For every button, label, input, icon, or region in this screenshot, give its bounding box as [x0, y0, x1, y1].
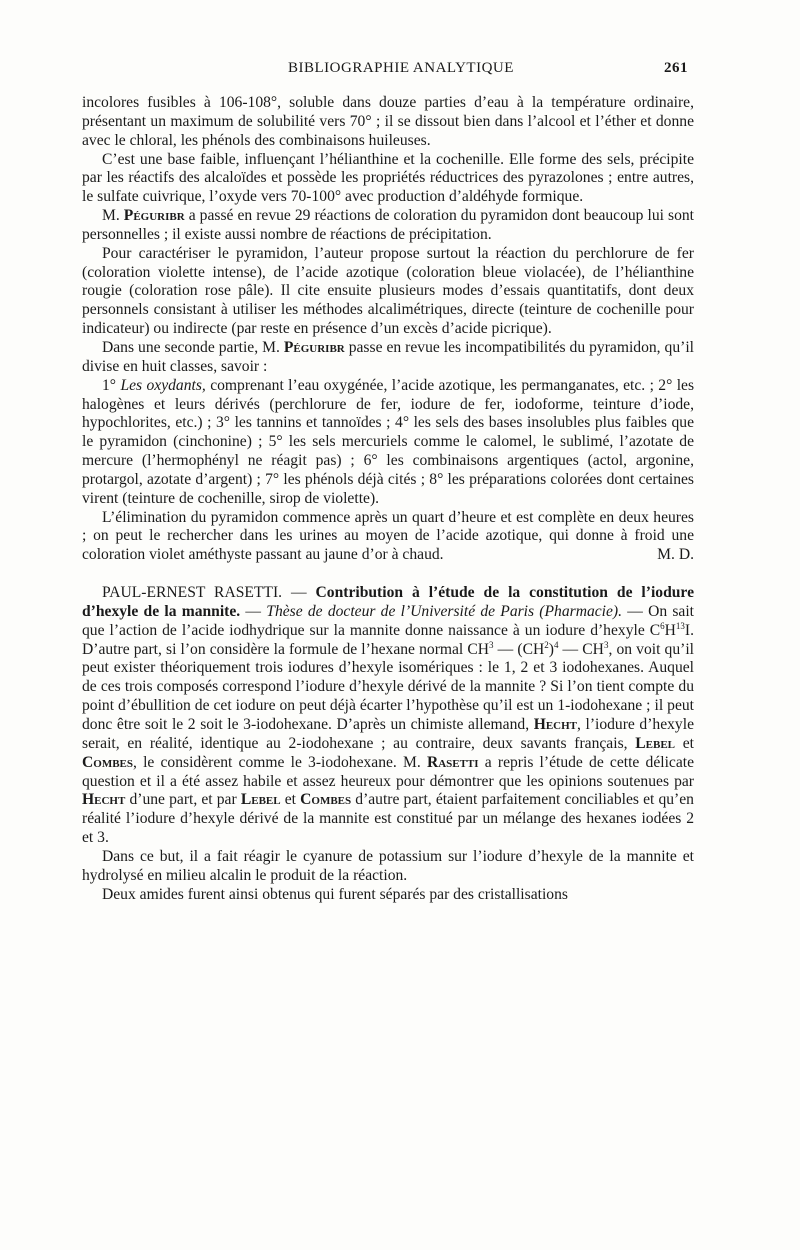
- review1-paragraph-4: Pour caractériser le pyramidon, l’auteur propose surtout la réaction du perchlorure de fer (coloration violette intense), de l’acide azotique (coloration bleue violacée), de l’hélianthine rougie (coloration rose pâle). Il cite ensuite plusieurs modes d’essais quantitatifs, dont deux personnels consistant à utiliser les méthodes alcalimétriques, directe (teinture de cochenille pour indicateur) ou indirecte (par reste en présence d’un excès d’acide picrique).: [82, 244, 694, 338]
- formula-text: H: [664, 621, 676, 639]
- formula-text: — (CH: [493, 640, 545, 658]
- running-header: [82, 60, 694, 86]
- review2-paragraph-3: Deux amides furent ainsi obtenus qui furent séparés par des cristallisations: [102, 885, 568, 903]
- text-run: comprenant l’eau oxygénée, l’acide azotique, les permanganates, etc. ; 2° les halogènes et leurs dérivés (perchlorure de fer, iodure de fer, iodoforme, teinture d’iode, hypochlorites, etc.) ; 3° les tannins et tannoïdes ; 4° les sels des bases insolubles plus faibles que le pyramidon (cinchonine) ; 5° les sels mercuriels comme le calomel, le sublimé, l’azotate de mercure (l’hermophényl ne réagit pas) ; 6° les combinaisons argentiques (actol, argonine, protargol, azotate d’argent) ; 7° les phénols déjà cités ; 8° les préparations colorées dont certaines virent (teinture de cochenille, sirop de violette).: [82, 376, 695, 507]
- text-run: —: [240, 602, 267, 620]
- text-run: — On sait que l’action de l’acide iodhydrique sur la mannite donne naissance à un iodure d’hexyle C: [82, 602, 695, 639]
- author-name: Péguribr: [123, 207, 185, 225]
- text-run: —: [282, 584, 316, 602]
- review1-paragraph-2: C’est une base faible, influençant l’hélianthine et la cochenille. Elle forme des sels, précipite par les réactifs des alcaloïdes et possède les propriétés réductrices des pyrazolones ; entre autres, le sulfate cuivrique, l’oxyde vers 70-100° avec production d’aldéhyde formique.: [82, 150, 694, 206]
- formula-sup: 3: [489, 639, 494, 650]
- formula-text: I.: [684, 621, 694, 639]
- text-run: d’autre part, étaient parfaitement conciliables et qu’en réalité l’iodure d’hexyle dérivé de la mannite est constitué par un mélange des hexanes iodées 2 et 3.: [82, 791, 694, 847]
- formula-sup: 4: [553, 639, 559, 650]
- formula-text: — CH: [558, 640, 604, 658]
- formula-sup: 2: [544, 639, 549, 650]
- review1-paragraph-7: [82, 509, 694, 566]
- author-name: Hecht: [533, 716, 577, 733]
- text-run: , l’iodure d’hexyle serait, en réalité, identique au 2-iodohexane ; au contraire, deux savants français,: [82, 716, 694, 752]
- author-name: Lebel: [635, 734, 675, 752]
- text-run: D’autre part, si l’on considère la formule de l’hexane normal CH: [82, 640, 490, 658]
- text-run: , le considèrent comme le 3-iodohexane. M.: [133, 753, 421, 771]
- text-run: a repris l’étude de cette délicate question et il a été assez habile et assez heureux pour démontrer que les opinions soutenues par: [82, 753, 695, 790]
- text-run: M.: [102, 207, 120, 225]
- formula-sup: 6: [660, 620, 665, 631]
- formula-sup: 3: [603, 639, 609, 650]
- text-run: et: [284, 791, 296, 809]
- text-run: L’élimination du pyramidon commence après un quart d’heure et est complète en deux heures ; on peut le rechercher dans les urines au moyen de l’acide azotique, qui donne à froid une coloration violet améthyste passant au jaune d’or à chaud.: [82, 508, 694, 564]
- signature: M. D.: [657, 546, 694, 564]
- author-name: Hecht: [82, 791, 126, 809]
- text-run: , on voit qu’il peut exister théoriquement trois iodures d’hexyle isomériques : le 1, 2 et 3 iodohexanes. Auquel de ces trois composés correspond l’iodure d’hexyle dérivé de la mannite ? Si l’on tient compte du point d’ébullition de cet iodure on peut déjà écarter l’hypothèse qu’il est un 1-iodohexane ; il peut donc être soit le 2 soit le 3-iodohexane. D’après un chimiste allemand,: [82, 640, 694, 733]
- review-author: PAUL-ERNEST RASETTI.: [102, 584, 283, 602]
- page: [82, 60, 694, 904]
- formula-sup: 13: [675, 620, 685, 631]
- author-name: Combes: [82, 753, 133, 771]
- review1-paragraph-6: [82, 377, 694, 509]
- author-name: Lebel: [240, 791, 281, 809]
- formula-text: ): [548, 640, 554, 658]
- review-title: Contribution à l’étude de la constitution de l’iodure d’hexyle de la mannite.: [82, 584, 694, 620]
- text-run: et: [682, 734, 694, 752]
- running-title: BIBLIOGRAPHIE ANALYTIQUE: [288, 60, 514, 76]
- author-name: Rasetti: [426, 753, 479, 771]
- review2-paragraph-2: Dans ce but, il a fait réagir le cyanure de potassium sur l’iodure d’hexyle de la mannite et hydrolysé en milieu alcalin le produit de la réaction.: [82, 847, 694, 884]
- text-run: d’une part, et par: [129, 791, 237, 809]
- review2-paragraph-1: [82, 584, 694, 848]
- italic-term: Les oxydants,: [120, 376, 206, 394]
- text-run: Dans une seconde partie, M.: [102, 338, 280, 356]
- text-run: 1°: [102, 376, 117, 394]
- review1-paragraph-5: [82, 339, 694, 377]
- author-name: Combes: [300, 791, 352, 809]
- text-run: a passé en revue 29 réactions de coloration du pyramidon dont beaucoup lui sont personnelles ; il existe aussi nombre de réactions de précipitation.: [82, 207, 694, 243]
- page-number: 261: [664, 60, 688, 76]
- author-name: Péguribr: [283, 338, 345, 356]
- thesis-reference: Thèse de docteur de l’Université de Paris (Pharmacie).: [266, 602, 623, 620]
- text-run: passe en revue les incompatibilités du pyramidon, qu’il divise en huit classes, savoir :: [82, 338, 694, 375]
- review1-paragraph-3: [82, 207, 694, 245]
- review1-paragraph-1: incolores fusibles à 106-108°, soluble dans douze parties d’eau à la température ordinaire, présentant un maximum de solubilité vers 70° ; il se dissout bien dans l’alcool et l’éther et donne avec le chloral, les phénols des combinaisons huileuses.: [82, 94, 694, 149]
